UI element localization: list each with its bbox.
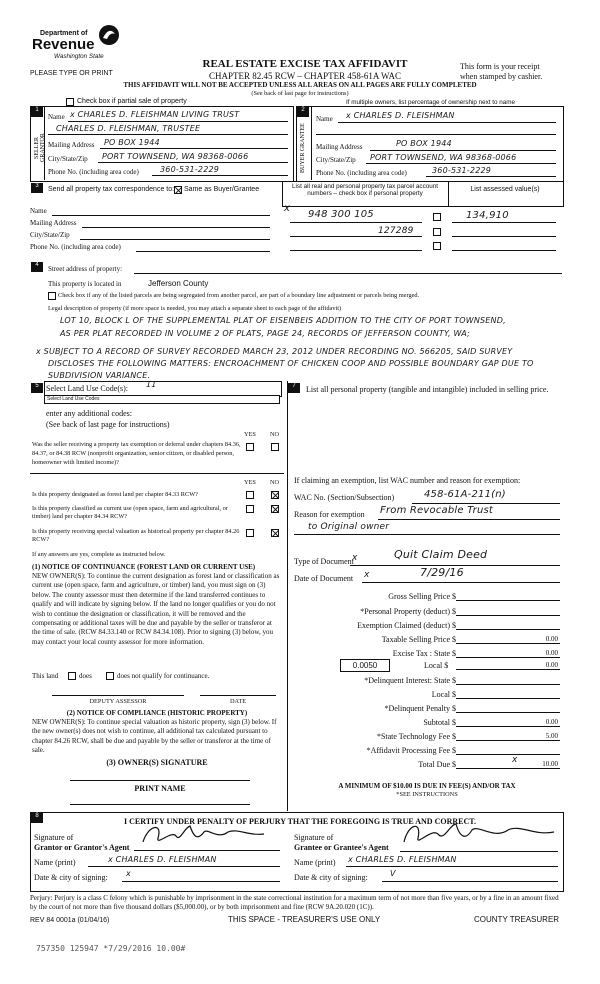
- partial-sale-label: Check box if partial sale of property: [77, 98, 187, 105]
- cashier-stamp: 757350 125947 *7/29/2016 10.00#: [36, 944, 186, 953]
- if-yes-note: If any answers are yes, complete as instructed below.: [32, 551, 166, 558]
- multiple-owners-note: If multiple owners, list percentage of ownership next to name: [346, 99, 516, 106]
- current-use-yes-checkbox[interactable]: [246, 505, 254, 513]
- gross-selling-label: Gross Selling Price $: [388, 592, 456, 601]
- dor-logo-line2: Revenue: [32, 36, 95, 53]
- same-as-buyer-label: Same as Buyer/Grantee: [184, 186, 260, 193]
- land-use-see-back: (See back of last page for instructions): [46, 420, 170, 429]
- doc-type-value[interactable]: Quit Claim Deed: [394, 548, 488, 561]
- land-does-checkbox[interactable]: [68, 672, 76, 680]
- s3-city-label: City/State/Zip: [30, 231, 70, 239]
- buyer-mailing-label: Mailing Address: [316, 143, 363, 151]
- grantor-sig-label-2: Grantor or Grantor's Agent: [34, 843, 130, 852]
- doc-date-value[interactable]: 7/29/16: [420, 566, 464, 579]
- legal-line-5: SUBDIVISION VARIANCE.: [48, 371, 151, 380]
- same-as-buyer-checkbox[interactable]: [174, 186, 182, 194]
- reason-line-1[interactable]: From Revocable Trust: [380, 505, 494, 516]
- historic-no-checkbox[interactable]: [271, 529, 279, 537]
- perjury-note: Perjury: Perjury is a class C felony which is punishable by imprisonment in the state correctional institution for a maximum term of not more than five years, or by a fine in an amount fixed by the court of not more than five thousand dollars ($5,000.00), or by both imprisonment and fine (RCW 9A.20.020 (1C)).: [30, 894, 559, 911]
- notice-continuance-body: NEW OWNER(S): To continue the current designation as forest land or classification as current use (open space, farm and agriculture, or timber) land, you must sign on (3) below. The county assessor must then determine if the land transferred continues to qualify and will indicate by signing below. If the land no longer qualifies or you do not wish to continue the designation or classification, it will be removed and the compensating or additional taxes will be due and payable by the seller or transferor at the time of sale. (RCW 84.33.140 or RCW 84.34.108). Prior to signing (3) below, you may contact your local county assessor for more information.: [32, 572, 280, 646]
- certify-statement: I CERTIFY UNDER PENALTY OF PERJURY THAT THE FOREGOING IS TRUE AND CORRECT.: [123, 817, 476, 826]
- claim-exemption-label: If claiming an exemption, list WAC number and reason for exemption:: [294, 476, 521, 485]
- legal-line-3: x SUBJECT TO A RECORD OF SURVEY RECORDED MARCH 23, 2012 UNDER RECORDING NO. 566205, SAID SURVEY: [36, 347, 513, 356]
- legal-line-2: AS PER PLAT RECORDED IN VOLUME 2 OF PLATS, PAGE 24, RECORDS OF JEFFERSON COUNTY, WA;: [60, 329, 470, 338]
- s3-phone-label: Phone No. (including area code): [30, 243, 121, 251]
- seller-name-line2[interactable]: CHARLES D. FLEISHMAN, TRUSTEE: [56, 124, 201, 133]
- deputy-assessor-label: DEPUTY ASSESSOR: [89, 698, 147, 705]
- total-due-label: Total Due $: [418, 760, 456, 769]
- additional-codes-label: enter any additional codes:: [46, 409, 132, 418]
- grantee-sig-label-1: Signature of: [294, 833, 334, 842]
- dor-logo-line1: Department of: [40, 30, 88, 37]
- land-use-label: Select Land Use Code(s):: [46, 384, 128, 393]
- parcel-x-mark: x: [284, 203, 291, 214]
- delinquent-local-label: Local $: [431, 690, 456, 699]
- forest-yes-checkbox[interactable]: [246, 491, 254, 499]
- processing-fee-label: *Affidavit Processing Fee $: [366, 746, 456, 755]
- grantee-date-value[interactable]: V: [390, 869, 396, 878]
- personal-property-label: List all personal property (tangible and intangible) included in selling price.: [306, 385, 549, 394]
- grantor-date-label: Date & city of signing:: [34, 873, 108, 882]
- does-label: does: [79, 672, 92, 680]
- notice-continuance-title: (1) NOTICE OF CONTINUANCE (FOREST LAND OR CURRENT USE): [32, 563, 256, 571]
- exemption-claimed-label: Exemption Claimed (deduct) $: [357, 621, 456, 630]
- seller-phone-value[interactable]: 360-531-2229: [160, 165, 220, 174]
- historic-question: Is this property receiving special valuation as historical property per chapter 84.26 RCW?: [32, 528, 240, 543]
- minimum-due-note: A MINIMUM OF $10.00 IS DUE IN FEE(S) AND/OR TAX: [338, 782, 516, 790]
- parcel-3-personal-checkbox[interactable]: [433, 242, 441, 250]
- section-1-number: 1: [31, 107, 43, 117]
- total-due-value[interactable]: 10.00: [542, 760, 558, 768]
- wac-label: WAC No. (Section/Subsection): [294, 493, 395, 502]
- parcel-header: List all real and personal property tax parcel account numbers – check box if personal property: [292, 183, 438, 197]
- dor-swirl-icon: [98, 24, 120, 46]
- s6-yes-header: YES: [244, 479, 256, 486]
- section-5-number: 5: [31, 383, 43, 393]
- seller-name-label: Name: [48, 113, 65, 121]
- send-correspondence-label: Send all property tax correspondence to:: [48, 186, 175, 193]
- form-revision: REV 84 0001a (01/04/16): [30, 917, 110, 924]
- forest-land-question: Is this property designated as forest land per chapter 84.33 RCW?: [32, 491, 198, 498]
- wac-value[interactable]: 458-61A-211(n): [424, 489, 506, 500]
- forest-no-checkbox[interactable]: [271, 491, 279, 499]
- form-chapter: CHAPTER 82.45 RCW – CHAPTER 458-61A WAC: [209, 71, 401, 81]
- dor-logo-line3: Washington State: [54, 53, 104, 60]
- current-use-no-checkbox[interactable]: [271, 505, 279, 513]
- grantee-name-label: Name (print): [294, 858, 336, 867]
- mid-divider: [287, 381, 288, 811]
- receipt-note-1: This form is your receipt: [460, 62, 540, 71]
- grantor-signature[interactable]: [138, 820, 268, 850]
- grantor-name-label: Name (print): [34, 858, 76, 867]
- notice-compliance-title: (2) NOTICE OF COMPLIANCE (HISTORIC PROPERTY): [66, 709, 248, 717]
- taxable-selling-value[interactable]: 0.00: [545, 635, 558, 643]
- subtotal-value[interactable]: 0.00: [545, 718, 558, 726]
- segregated-checkbox[interactable]: [48, 292, 56, 300]
- receipt-note-2: when stamped by cashier.: [460, 72, 543, 81]
- street-address-label: Street address of property:: [48, 265, 123, 273]
- land-use-value[interactable]: 11: [146, 380, 157, 389]
- section-8-number: 8: [31, 813, 43, 823]
- notice-compliance-body: NEW OWNER(S): To continue special valuation as historic property, sign (3) below. If the new owner(s) does not wish to continue, all additional tax calculated pursuant to chapter 84.26 RCW, shall be due and payable by the seller or transferor at the time of sale.: [32, 718, 277, 755]
- grantor-sig-label-1: Signature of: [34, 833, 74, 842]
- excise-state-label: Excise Tax : State $: [392, 649, 456, 658]
- seller-city-value[interactable]: PORT TOWNSEND, WA 98368-0066: [102, 152, 249, 161]
- deputy-date-label: DATE: [229, 698, 247, 705]
- grantor-name-value[interactable]: x CHARLES D. FLEISHMAN: [108, 855, 217, 864]
- dor-logo: [32, 22, 132, 70]
- owner-signature-label: (3) OWNER(S) SIGNATURE: [106, 758, 208, 767]
- local-label: Local $: [424, 661, 449, 670]
- buyer-phone-value[interactable]: 360-531-2229: [432, 166, 492, 175]
- assessed-header: List assessed value(s): [470, 186, 540, 193]
- taxable-selling-label: Taxable Selling Price $: [381, 635, 456, 644]
- print-type-note: PLEASE TYPE OR PRINT: [30, 70, 113, 77]
- buyer-divider: [311, 106, 312, 180]
- seller-name-line1[interactable]: x CHARLES D. FLEISHMAN LIVING TRUST: [70, 110, 240, 119]
- grantee-name-value[interactable]: x CHARLES D. FLEISHMAN: [348, 855, 457, 864]
- land-does-not-checkbox[interactable]: [106, 672, 114, 680]
- county-treasurer-label: COUNTY TREASURER: [474, 915, 560, 924]
- grantee-signature[interactable]: [398, 818, 558, 850]
- technology-fee-value[interactable]: 5.00: [545, 732, 558, 740]
- delinquent-interest-label: *Delinquent Interest: State $: [364, 676, 456, 685]
- s3-name-label: Name: [30, 207, 47, 215]
- section-4-number: 4: [31, 262, 43, 272]
- legal-line-4: DISCLOSES THE FOLLOWING MATTERS: ENCROACHMENT OF CHICKEN COOP AND POSSIBLE BOUNDARY GAP DUE TO: [48, 359, 534, 368]
- local-value[interactable]: 0.00: [545, 661, 558, 669]
- county-value: Jefferson County: [148, 279, 209, 288]
- s5-no-header: NO: [270, 431, 280, 438]
- technology-fee-label: *State Technology Fee $: [376, 732, 456, 741]
- not-accepted-note: THIS AFFIDAVIT WILL NOT BE ACCEPTED UNLESS ALL AREAS ON ALL PAGES ARE FULLY COMPLETED: [123, 81, 477, 89]
- seller-mailing-label: Mailing Address: [48, 141, 95, 149]
- section-2-number: 2: [297, 107, 309, 117]
- parcel-2-value[interactable]: 127289: [378, 226, 414, 236]
- seller-mailing-value[interactable]: PO BOX 1944: [104, 138, 160, 147]
- historic-yes-checkbox[interactable]: [246, 529, 254, 537]
- legal-line-1: LOT 10, BLOCK L OF THE SUPPLEMENTAL PLAT OF EISENBEIS ADDITION TO THE CITY OF PORT TOWNSEND,: [60, 316, 506, 325]
- section-7-number: 7: [288, 383, 300, 393]
- local-rate-box[interactable]: 0.0050: [340, 659, 390, 672]
- current-use-question: Is this property classified as current use (open space, farm and agricultural, or timber) land per chapter 84.34 RCW?: [32, 505, 228, 520]
- located-label: This property is located in: [48, 280, 122, 288]
- land-does-label: This land: [32, 672, 59, 680]
- buyer-mailing-value[interactable]: PO BOX 1944: [396, 139, 452, 148]
- doc-type-label: Type of Document: [294, 557, 354, 566]
- partial-sale-checkbox[interactable]: [66, 98, 74, 106]
- section-3-number: 3: [31, 183, 43, 193]
- seller-city-label: City/State/Zip: [48, 155, 88, 163]
- seller-phone-label: Phone No. (including area code): [48, 168, 139, 176]
- parcel-2-personal-checkbox[interactable]: [433, 228, 441, 236]
- doc-date-label: Date of Document: [294, 574, 354, 583]
- subtotal-label: Subtotal $: [423, 718, 456, 727]
- print-name-label: PRINT NAME: [134, 784, 186, 793]
- excise-state-value[interactable]: 0.00: [545, 649, 558, 657]
- exemption-question: Was the seller receiving a property tax exemption or deferral under chapters 84.36, 84.37, or 84.38 RCW (nonprofit organization, senior citizen, or disabled person, homeowner with limited income)?: [32, 441, 241, 466]
- buyer-grantee-label: BUYER GRANTEE: [300, 123, 306, 173]
- segregated-label: Check box if any of the listed parcels are being segregated from another parcel, are part of a boundary line adjustment or parcels being merged.: [58, 292, 420, 299]
- doc-date-x: x: [364, 570, 370, 580]
- s3-mailing-label: Mailing Address: [30, 219, 77, 227]
- seller-grantor-label: SELLER GRANTOR: [34, 133, 46, 163]
- delinquent-penalty-label: *Delinquent Penalty $: [384, 704, 456, 713]
- parcel-1-personal-checkbox[interactable]: [433, 213, 441, 221]
- s5-yes-header: YES: [244, 431, 256, 438]
- s6-no-header: NO: [270, 479, 280, 486]
- grantee-sig-label-2: Grantee or Grantee's Agent: [294, 843, 389, 852]
- reason-line-2[interactable]: to Original owner: [308, 522, 390, 532]
- grantee-date-label: Date & city of signing:: [294, 873, 368, 882]
- seller-divider: [44, 106, 45, 180]
- treasurer-space-label: THIS SPACE - TREASURER'S USE ONLY: [228, 915, 381, 924]
- form-title: REAL ESTATE EXCISE TAX AFFIDAVIT: [202, 58, 408, 70]
- buyer-phone-label: Phone No. (including area code): [316, 169, 407, 177]
- buyer-name-value[interactable]: x CHARLES D. FLEISHMAN: [346, 111, 455, 120]
- reason-label: Reason for exemption: [294, 510, 365, 519]
- assessed-header-box: [448, 181, 564, 207]
- see-instructions-note: *SEE INSTRUCTIONS: [396, 791, 458, 798]
- see-back-note: (See back of last page for instructions): [251, 90, 349, 97]
- assessed-1-value[interactable]: 134,910: [466, 210, 509, 221]
- grantor-date-value[interactable]: x: [126, 869, 131, 878]
- exemption-yes-checkbox[interactable]: [246, 443, 254, 451]
- legal-desc-label: Legal description of property (if more space is needed, you may attach a separate sheet to each page of the affidavit): [48, 305, 342, 312]
- buyer-city-label: City/State/Zip: [316, 156, 356, 164]
- parcel-1-value[interactable]: 948 300 105: [308, 209, 374, 220]
- land-use-select[interactable]: Select Land Use Codes: [44, 395, 280, 404]
- buyer-name-label: Name: [316, 115, 333, 123]
- total-due-x-mark: x: [512, 755, 518, 765]
- does-not-label: does not qualify for continuance.: [117, 672, 210, 680]
- exemption-no-checkbox[interactable]: [271, 443, 279, 451]
- doc-type-x: x: [352, 553, 358, 563]
- personal-property-deduct-label: *Personal Property (deduct) $: [360, 607, 456, 616]
- buyer-city-value[interactable]: PORT TOWNSEND, WA 98368-0066: [370, 153, 517, 162]
